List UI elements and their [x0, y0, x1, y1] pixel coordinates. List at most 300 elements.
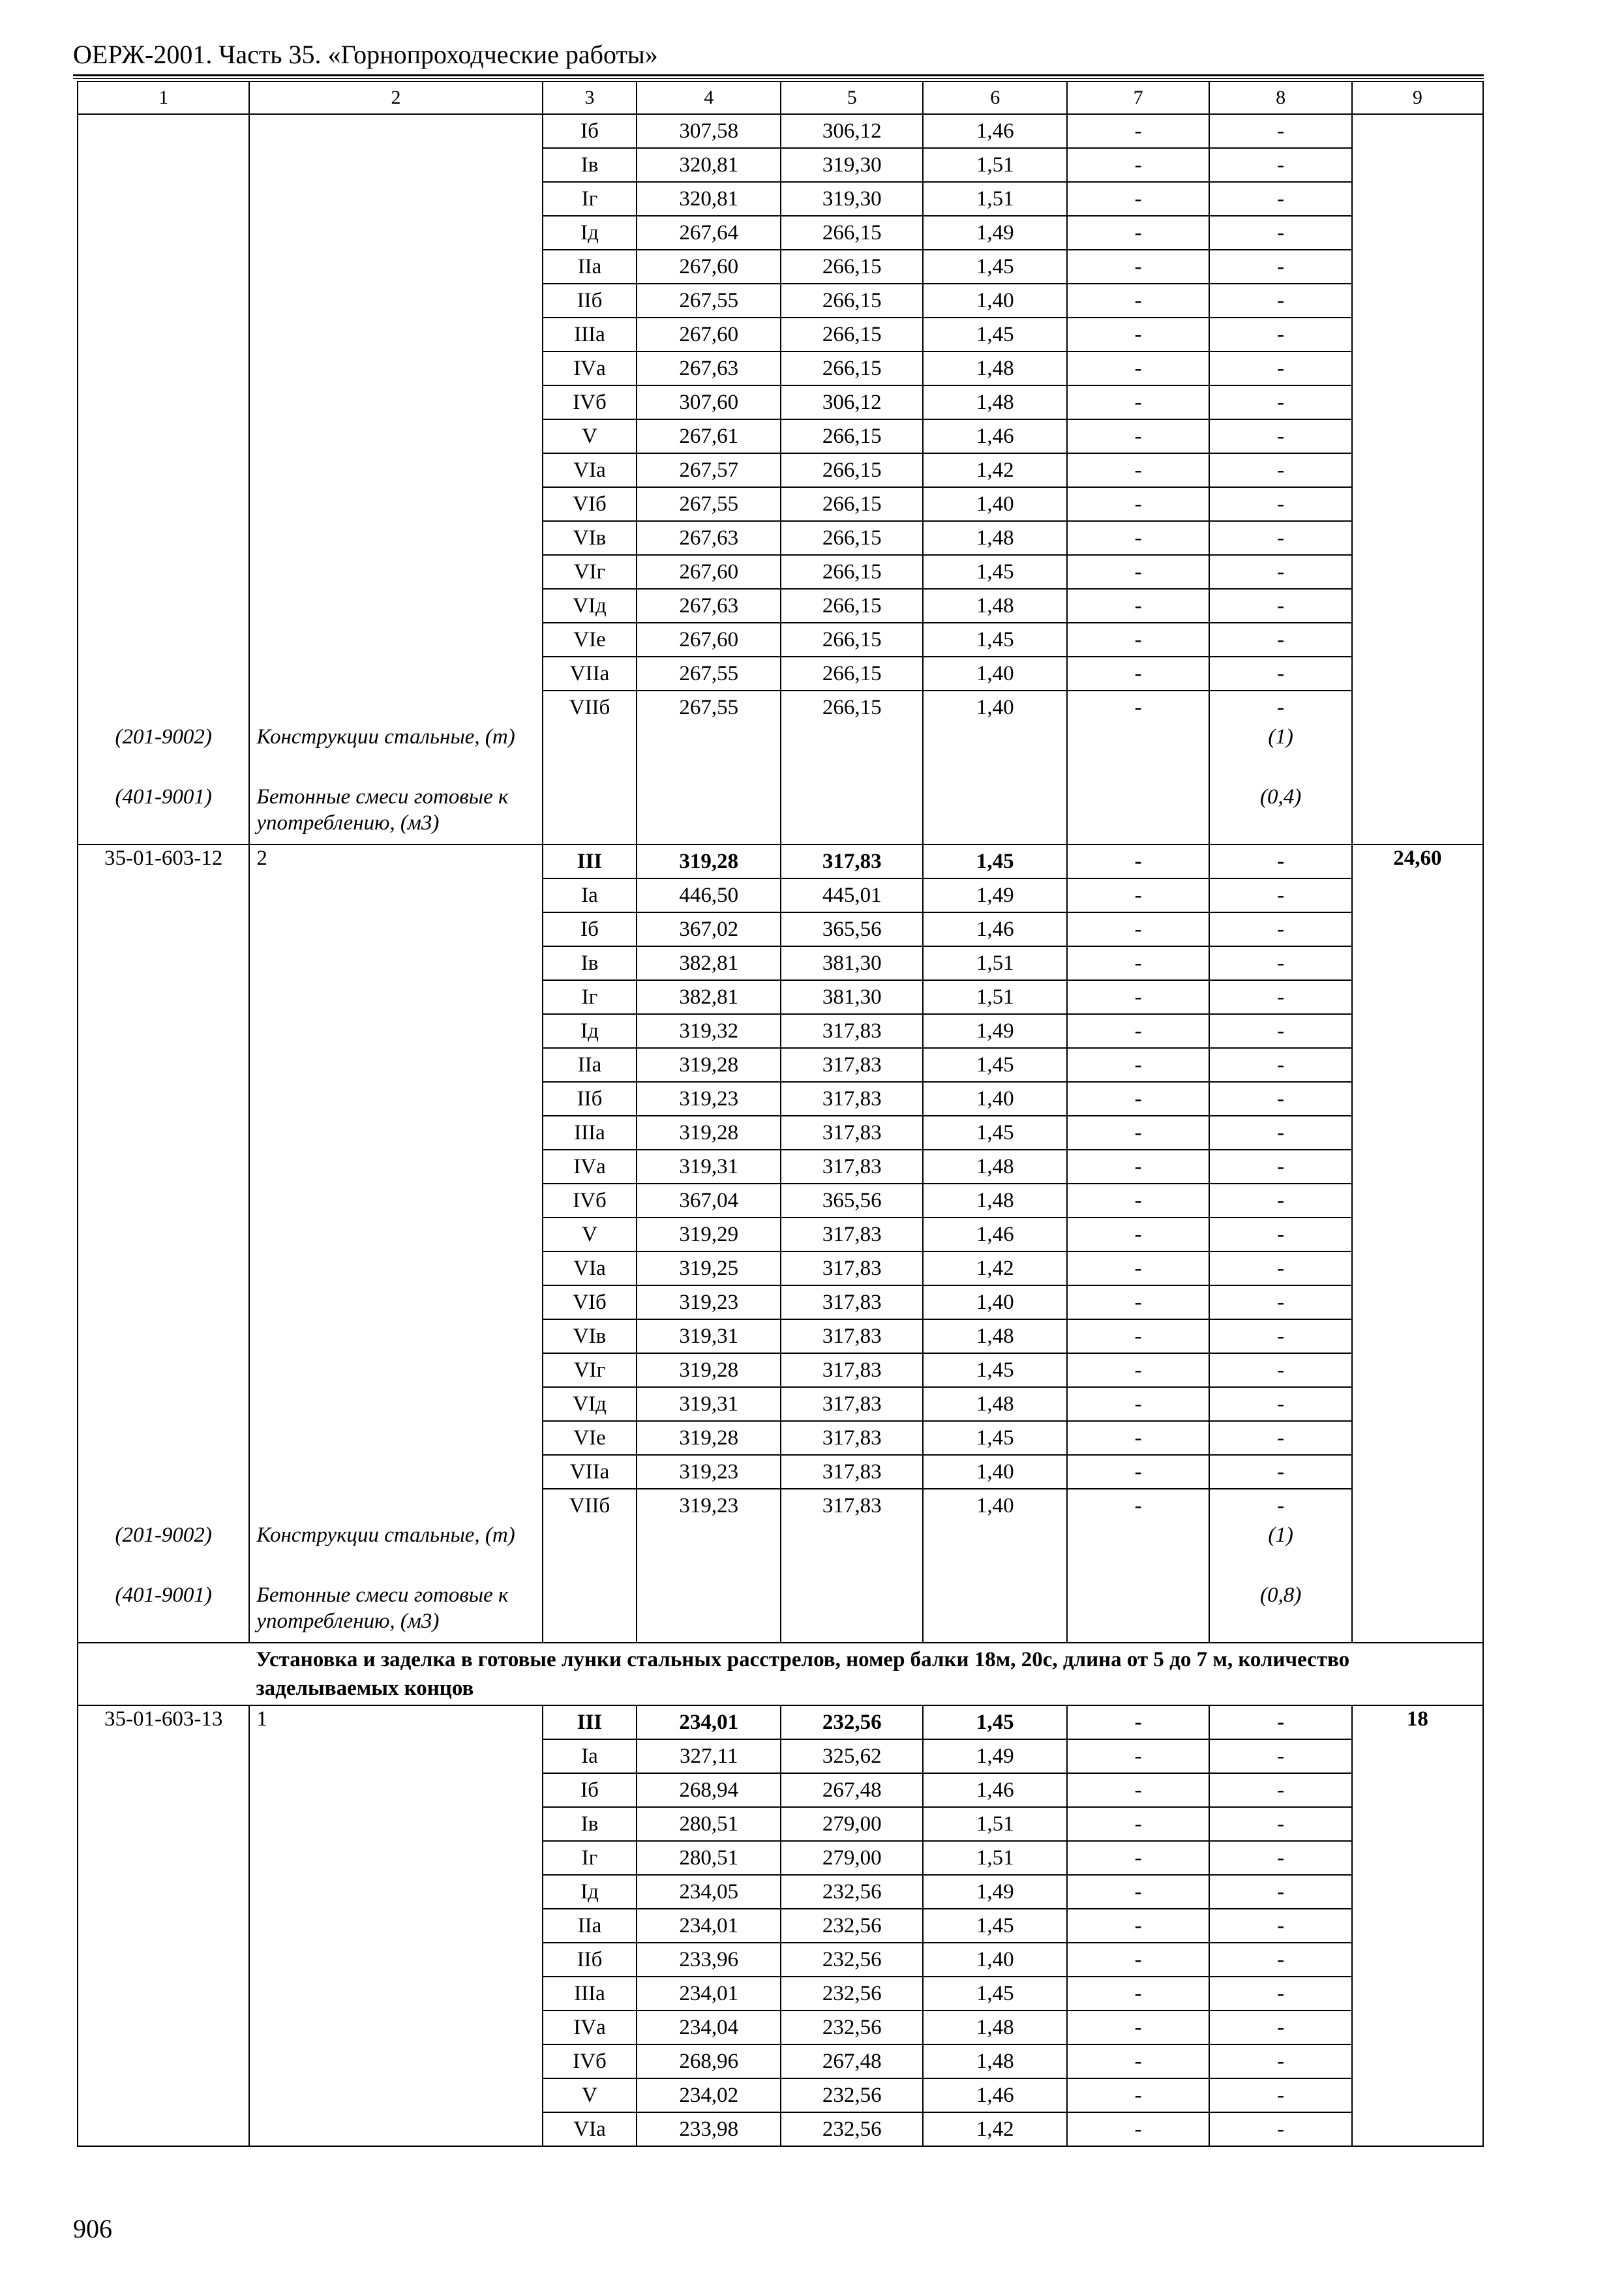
code-cell: [78, 691, 249, 724]
ends-cell: [249, 1421, 542, 1455]
materials-cell: -: [1209, 623, 1351, 657]
code-cell: [78, 1353, 249, 1387]
materials-cell: -: [1209, 1875, 1351, 1909]
wages-cell: 317,83: [781, 1387, 923, 1421]
weight-cell: [1352, 1807, 1483, 1841]
empty-cell: [923, 784, 1067, 845]
table-row: [78, 1048, 1483, 1082]
code-cell: [78, 487, 249, 521]
zone-cell: VIв: [543, 521, 637, 555]
materials-cell: -: [1209, 1841, 1351, 1875]
direct-cost-cell: 319,31: [637, 1319, 781, 1353]
wages-cell: 319,30: [781, 182, 923, 216]
table-row: [78, 1841, 1483, 1875]
materials-cell: -: [1209, 657, 1351, 691]
direct-cost-cell: 268,96: [637, 2044, 781, 2078]
driver-wages-cell: -: [1067, 1943, 1209, 1977]
wages-cell: 317,83: [781, 1150, 923, 1184]
weight-cell: [1352, 912, 1483, 946]
ends-cell: [249, 182, 542, 216]
zone-cell: Iб: [543, 114, 637, 148]
table-row: [78, 912, 1483, 946]
ends-cell: [249, 1353, 542, 1387]
zone-cell: Iд: [543, 1014, 637, 1048]
code-cell: [78, 1048, 249, 1082]
wages-cell: 232,56: [781, 2078, 923, 2112]
ends-cell: [249, 1014, 542, 1048]
code-cell: [78, 453, 249, 487]
table-row: [78, 1184, 1483, 1218]
machine-cost-cell: 1,42: [923, 453, 1067, 487]
ends-cell: [249, 1739, 542, 1773]
materials-cell: -: [1209, 1977, 1351, 2011]
section-title: Установка и заделка в готовые лунки стальных расстрелов, номер балки 18м, 20с, длина от 5 до 7 м, количество заделываемых концов: [249, 1643, 1483, 1705]
wages-cell: 232,56: [781, 1977, 923, 2011]
zone-cell: VIIа: [543, 1455, 637, 1489]
weight-cell: [1352, 182, 1483, 216]
resource-code: (401-9001): [78, 1582, 249, 1643]
weight-cell: [1352, 2112, 1483, 2146]
machine-cost-cell: 1,48: [923, 1387, 1067, 1421]
table-row: [78, 2011, 1483, 2044]
machine-cost-cell: 1,40: [923, 657, 1067, 691]
wages-cell: 232,56: [781, 1909, 923, 1943]
driver-wages-cell: -: [1067, 1421, 1209, 1455]
materials-cell: -: [1209, 845, 1351, 878]
machine-cost-cell: 1,45: [923, 250, 1067, 284]
machine-cost-cell: 1,40: [923, 487, 1067, 521]
machine-cost-cell: 1,45: [923, 1705, 1067, 1739]
machine-cost-cell: 1,45: [923, 555, 1067, 589]
driver-wages-cell: -: [1067, 284, 1209, 318]
empty-cell: [637, 1522, 781, 1582]
table-row: [78, 1014, 1483, 1048]
rate-main-row: [78, 1705, 1483, 1739]
weight-cell: [1352, 2044, 1483, 2078]
wages-cell: 317,83: [781, 1048, 923, 1082]
driver-wages-cell: -: [1067, 980, 1209, 1014]
wages-cell: 365,56: [781, 912, 923, 946]
direct-cost-cell: 234,04: [637, 2011, 781, 2044]
weight-cell: [1352, 878, 1483, 912]
direct-cost-cell: 267,55: [637, 487, 781, 521]
machine-cost-cell: 1,48: [923, 2044, 1067, 2078]
ends-cell: [249, 2011, 542, 2044]
direct-cost-cell: 319,28: [637, 1353, 781, 1387]
ends-cell: [249, 2078, 542, 2112]
materials-cell: -: [1209, 2112, 1351, 2146]
code-cell: [78, 946, 249, 980]
machine-cost-cell: 1,48: [923, 2011, 1067, 2044]
empty-cell: [543, 1522, 637, 1582]
ends-cell: [249, 352, 542, 385]
driver-wages-cell: -: [1067, 1285, 1209, 1319]
rate-code: 35-01-603-12: [78, 845, 249, 878]
wages-cell: 319,30: [781, 148, 923, 182]
weight-cell: [1352, 2011, 1483, 2044]
machine-cost-cell: 1,45: [923, 1909, 1067, 1943]
machine-cost-cell: 1,51: [923, 182, 1067, 216]
resource-name: Конструкции стальные, (т): [249, 1522, 542, 1582]
wages-cell: 266,15: [781, 419, 923, 453]
code-cell: [78, 589, 249, 623]
code-cell: [78, 1773, 249, 1807]
table-row: [78, 419, 1483, 453]
wages-cell: 267,48: [781, 2044, 923, 2078]
driver-wages-cell: -: [1067, 1773, 1209, 1807]
wages-cell: 232,56: [781, 2011, 923, 2044]
zone-cell: IIа: [543, 1909, 637, 1943]
column-number-row: [78, 82, 1483, 114]
materials-cell: -: [1209, 284, 1351, 318]
zone-cell: VIб: [543, 487, 637, 521]
zone-cell: VIе: [543, 623, 637, 657]
machine-cost-cell: 1,51: [923, 980, 1067, 1014]
weight-cell: [1352, 691, 1483, 724]
empty-cell: [1067, 1522, 1209, 1582]
machine-cost-cell: 1,45: [923, 1421, 1067, 1455]
weight-cell: [1352, 1082, 1483, 1116]
machine-cost-cell: 1,45: [923, 1048, 1067, 1082]
materials-cell: -: [1209, 216, 1351, 250]
resource-row: [78, 784, 1483, 845]
direct-cost-cell: 319,29: [637, 1218, 781, 1251]
machine-cost-cell: 1,40: [923, 691, 1067, 724]
materials-cell: -: [1209, 1489, 1351, 1522]
ends-cell: [249, 946, 542, 980]
ends-cell: [249, 1773, 542, 1807]
wages-cell: 306,12: [781, 114, 923, 148]
weight-cell: [1352, 1909, 1483, 1943]
table-row: [78, 555, 1483, 589]
driver-wages-cell: -: [1067, 419, 1209, 453]
driver-wages-cell: -: [1067, 657, 1209, 691]
materials-cell: -: [1209, 1353, 1351, 1387]
weight-cell: [1352, 1116, 1483, 1150]
materials-cell: -: [1209, 2044, 1351, 2078]
direct-cost-cell: 319,23: [637, 1455, 781, 1489]
driver-wages-cell: -: [1067, 845, 1209, 878]
zone-cell: V: [543, 2078, 637, 2112]
direct-cost-cell: 307,60: [637, 385, 781, 419]
ends-cell: [249, 385, 542, 419]
zone-cell: IIб: [543, 1943, 637, 1977]
code-cell: [78, 2011, 249, 2044]
table-row: [78, 487, 1483, 521]
direct-cost-cell: 307,58: [637, 114, 781, 148]
code-cell: [78, 980, 249, 1014]
driver-wages-cell: -: [1067, 912, 1209, 946]
zone-cell: IVб: [543, 2044, 637, 2078]
materials-cell: -: [1209, 1455, 1351, 1489]
zone-cell: Iа: [543, 878, 637, 912]
machine-cost-cell: 1,48: [923, 352, 1067, 385]
empty-cell: [781, 1522, 923, 1582]
driver-wages-cell: -: [1067, 114, 1209, 148]
zone-cell: Iд: [543, 216, 637, 250]
machine-cost-cell: 1,40: [923, 1455, 1067, 1489]
direct-cost-cell: 319,23: [637, 1082, 781, 1116]
ends-cell: [249, 1909, 542, 1943]
wages-cell: 317,83: [781, 1489, 923, 1522]
direct-cost-cell: 320,81: [637, 148, 781, 182]
zone-cell: IVа: [543, 352, 637, 385]
driver-wages-cell: -: [1067, 1251, 1209, 1285]
driver-wages-cell: -: [1067, 946, 1209, 980]
materials-cell: -: [1209, 1218, 1351, 1251]
table-row: [78, 980, 1483, 1014]
wages-cell: 266,15: [781, 623, 923, 657]
ends-cell: [249, 1251, 542, 1285]
table-row: [78, 691, 1483, 724]
resource-qty: (0,4): [1209, 784, 1351, 845]
zone-cell: VIд: [543, 1387, 637, 1421]
driver-wages-cell: -: [1067, 2011, 1209, 2044]
ends-cell: [249, 487, 542, 521]
code-cell: [78, 1184, 249, 1218]
weight-cell: [1352, 114, 1483, 148]
resource-row: [78, 1522, 1483, 1582]
weight-cell: [1352, 1943, 1483, 1977]
table-row: [78, 589, 1483, 623]
weight-cell: [1352, 1773, 1483, 1807]
code-cell: [78, 912, 249, 946]
wages-cell: 317,83: [781, 1353, 923, 1387]
driver-wages-cell: -: [1067, 148, 1209, 182]
zone-cell: VIг: [543, 555, 637, 589]
direct-cost-cell: 382,81: [637, 946, 781, 980]
weight-cell: [1352, 2078, 1483, 2112]
direct-cost-cell: 234,01: [637, 1909, 781, 1943]
zone-cell: IIб: [543, 284, 637, 318]
code-cell: [78, 657, 249, 691]
weight-cell: [1352, 1285, 1483, 1319]
weight-cell: [1352, 352, 1483, 385]
wages-cell: 266,15: [781, 657, 923, 691]
rate-main-row: [78, 845, 1483, 878]
driver-wages-cell: -: [1067, 318, 1209, 352]
driver-wages-cell: -: [1067, 1841, 1209, 1875]
direct-cost-cell: 234,01: [637, 1705, 781, 1739]
materials-cell: -: [1209, 1739, 1351, 1773]
wages-cell: 317,83: [781, 1014, 923, 1048]
code-cell: [78, 1218, 249, 1251]
driver-wages-cell: -: [1067, 216, 1209, 250]
resource-qty: (1): [1209, 724, 1351, 784]
driver-wages-cell: -: [1067, 1977, 1209, 2011]
direct-cost-cell: 267,55: [637, 691, 781, 724]
zone-cell: VIIб: [543, 691, 637, 724]
wages-cell: 266,15: [781, 589, 923, 623]
weight-cell: [1352, 1582, 1483, 1643]
zone-cell: Iа: [543, 1739, 637, 1773]
machine-cost-cell: 1,40: [923, 284, 1067, 318]
materials-cell: -: [1209, 1705, 1351, 1739]
direct-cost-cell: 267,55: [637, 284, 781, 318]
code-cell: [78, 1841, 249, 1875]
materials-cell: -: [1209, 385, 1351, 419]
weight-cell: [1352, 1048, 1483, 1082]
wages-cell: 325,62: [781, 1739, 923, 1773]
materials-cell: -: [1209, 555, 1351, 589]
machine-cost-cell: 1,46: [923, 1218, 1067, 1251]
zone-cell: VIг: [543, 1353, 637, 1387]
materials-cell: -: [1209, 1909, 1351, 1943]
code-cell: [78, 521, 249, 555]
zone-cell: VIIб: [543, 1489, 637, 1522]
machine-cost-cell: 1,45: [923, 318, 1067, 352]
driver-wages-cell: -: [1067, 182, 1209, 216]
machine-cost-cell: 1,49: [923, 1739, 1067, 1773]
machine-cost-cell: 1,49: [923, 878, 1067, 912]
materials-cell: -: [1209, 691, 1351, 724]
driver-wages-cell: -: [1067, 1705, 1209, 1739]
empty-cell: [1067, 784, 1209, 845]
machine-cost-cell: 1,46: [923, 419, 1067, 453]
direct-cost-cell: 319,23: [637, 1285, 781, 1319]
table-row: [78, 1353, 1483, 1387]
machine-cost-cell: 1,51: [923, 1841, 1067, 1875]
table-row: [78, 521, 1483, 555]
column-number-8: 8: [1209, 82, 1351, 114]
machine-cost-cell: 1,42: [923, 1251, 1067, 1285]
materials-cell: -: [1209, 1421, 1351, 1455]
zone-cell: VIа: [543, 453, 637, 487]
wages-cell: 266,15: [781, 691, 923, 724]
ends-cell: [249, 2044, 542, 2078]
driver-wages-cell: -: [1067, 2112, 1209, 2146]
weight-cell: [1352, 250, 1483, 284]
materials-cell: -: [1209, 148, 1351, 182]
ends-cell: [249, 1116, 542, 1150]
resource-name: Бетонные смеси готовые к употреблению, (м3): [249, 1582, 542, 1643]
wages-cell: 317,83: [781, 1421, 923, 1455]
driver-wages-cell: -: [1067, 1739, 1209, 1773]
code-cell: [78, 1489, 249, 1522]
code-cell: [78, 182, 249, 216]
driver-wages-cell: -: [1067, 385, 1209, 419]
direct-cost-cell: 446,50: [637, 878, 781, 912]
materials-cell: -: [1209, 250, 1351, 284]
driver-wages-cell: -: [1067, 878, 1209, 912]
materials-cell: -: [1209, 453, 1351, 487]
code-cell: [78, 1387, 249, 1421]
materials-cell: -: [1209, 1251, 1351, 1285]
zone-cell: V: [543, 1218, 637, 1251]
header-rule-thin: [73, 78, 1484, 79]
weight-cell: [1352, 1977, 1483, 2011]
table-row: [78, 114, 1483, 148]
table-row: [78, 1807, 1483, 1841]
table-row: [78, 1875, 1483, 1909]
weight-cell: [1352, 385, 1483, 419]
code-cell: [78, 555, 249, 589]
wages-cell: 381,30: [781, 980, 923, 1014]
code-cell: [78, 1909, 249, 1943]
machine-cost-cell: 1,45: [923, 1353, 1067, 1387]
section-title-row: [78, 1643, 1483, 1705]
table-row: [78, 1251, 1483, 1285]
weight-cell: [1352, 657, 1483, 691]
resource-row: [78, 1582, 1483, 1643]
ends-cell: [249, 453, 542, 487]
zone-cell: VIб: [543, 1285, 637, 1319]
wages-cell: 279,00: [781, 1841, 923, 1875]
ends-cell: [249, 1875, 542, 1909]
ends-cell: [249, 1489, 542, 1522]
ends-cell: [249, 691, 542, 724]
wages-cell: 267,48: [781, 1773, 923, 1807]
weight-cell: [1352, 453, 1483, 487]
ends-cell: [249, 284, 542, 318]
machine-cost-cell: 1,51: [923, 946, 1067, 980]
rates-table-body: [78, 82, 1483, 2146]
zone-cell: III: [543, 1705, 637, 1739]
materials-cell: -: [1209, 1184, 1351, 1218]
table-row: [78, 1387, 1483, 1421]
zone-cell: Iг: [543, 980, 637, 1014]
materials-cell: -: [1209, 114, 1351, 148]
code-cell: [78, 216, 249, 250]
code-cell: [78, 1116, 249, 1150]
zone-cell: VIа: [543, 1251, 637, 1285]
resource-code: (201-9002): [78, 1522, 249, 1582]
ends-cell: [249, 1082, 542, 1116]
table-row: [78, 216, 1483, 250]
driver-wages-cell: -: [1067, 1909, 1209, 1943]
direct-cost-cell: 233,96: [637, 1943, 781, 1977]
zone-cell: IIб: [543, 1082, 637, 1116]
machine-cost-cell: 1,51: [923, 148, 1067, 182]
ends-cell: [249, 1048, 542, 1082]
materials-cell: -: [1209, 521, 1351, 555]
wages-cell: 317,83: [781, 1082, 923, 1116]
code-cell: [78, 1014, 249, 1048]
direct-cost-cell: 319,23: [637, 1489, 781, 1522]
direct-cost-cell: 319,28: [637, 1048, 781, 1082]
machine-cost-cell: 1,40: [923, 1082, 1067, 1116]
weight-cell: [1352, 318, 1483, 352]
materials-cell: -: [1209, 1116, 1351, 1150]
table-row: [78, 182, 1483, 216]
weight-cell: [1352, 216, 1483, 250]
page-header: ОЕРЖ-2001. Часть 35. «Горнопроходческие работы»: [73, 40, 658, 69]
weight-cell: [1352, 284, 1483, 318]
empty-cell: [781, 784, 923, 845]
code-cell: [78, 1977, 249, 2011]
direct-cost-cell: 267,63: [637, 589, 781, 623]
header-rule: [73, 74, 1484, 76]
machine-cost-cell: 1,40: [923, 1489, 1067, 1522]
machine-cost-cell: 1,45: [923, 1116, 1067, 1150]
table-row: [78, 1455, 1483, 1489]
resource-code: (401-9001): [78, 784, 249, 845]
wages-cell: 232,56: [781, 1705, 923, 1739]
driver-wages-cell: -: [1067, 691, 1209, 724]
direct-cost-cell: 234,05: [637, 1875, 781, 1909]
driver-wages-cell: -: [1067, 487, 1209, 521]
zone-cell: IVб: [543, 1184, 637, 1218]
wages-cell: 232,56: [781, 2112, 923, 2146]
wages-cell: 266,15: [781, 216, 923, 250]
code-cell: [78, 1421, 249, 1455]
empty-cell: [1067, 724, 1209, 784]
empty-cell: [637, 724, 781, 784]
materials-cell: -: [1209, 1150, 1351, 1184]
table-row: [78, 1285, 1483, 1319]
direct-cost-cell: 234,02: [637, 2078, 781, 2112]
rates-table: [77, 81, 1484, 2147]
